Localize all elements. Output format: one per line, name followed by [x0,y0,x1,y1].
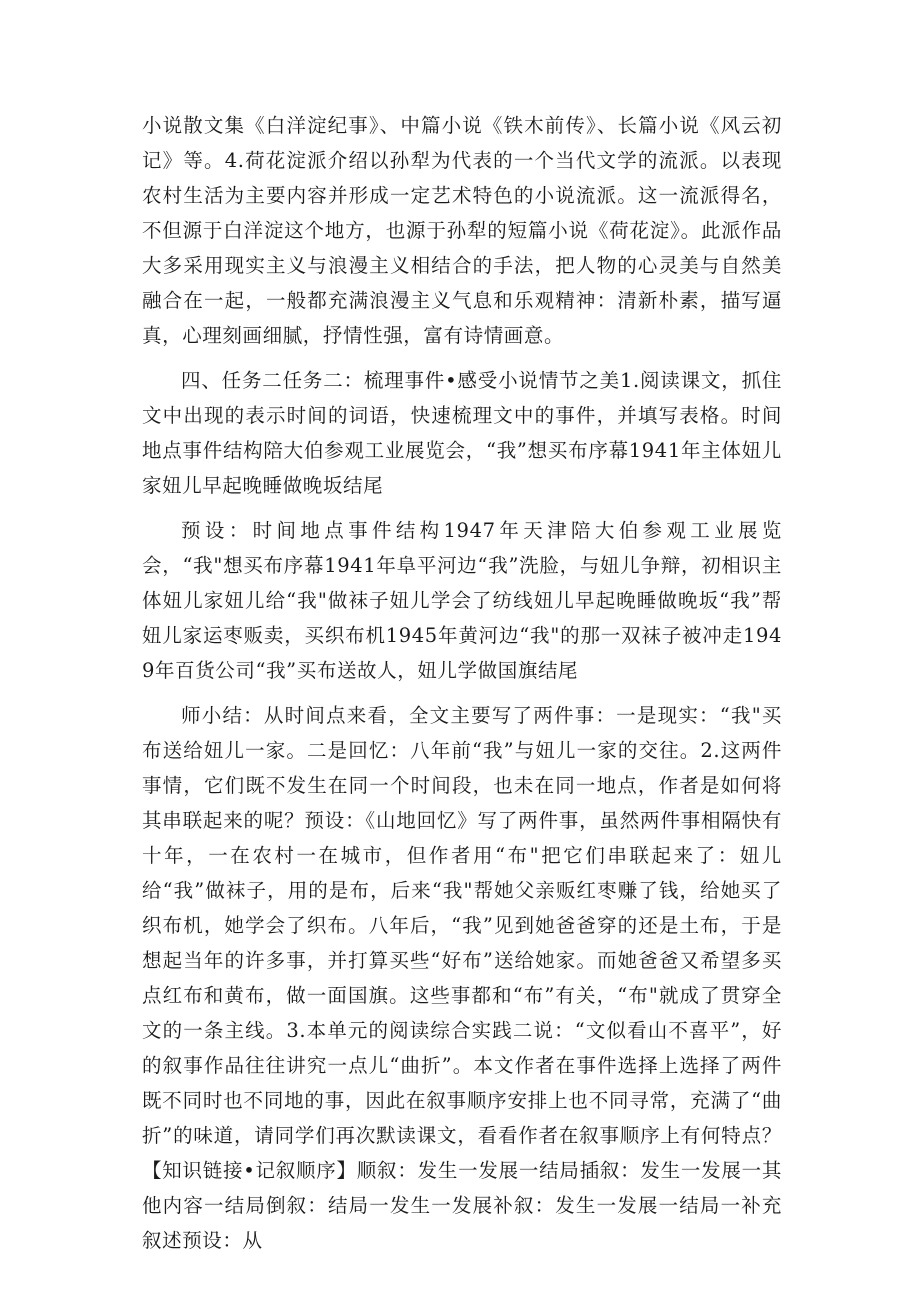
paragraph-lotus-school-intro: 小说散文集《白洋淀纪事》、中篇小说《铁木前传》、长篇小说《风云初记》等。4.荷花淀派介绍以孙犁为代表的一个当代文学的流派。以表现农村生活为主要内容并形成一定艺术特色的小说流派。这一流派得名，不但源于白洋淀这个地方，也源于孙犁的短篇小说《荷花淀》。此派作品大多采用现实主义与浪漫主义相结合的手法，把人物的心灵美与自然美融合在一起，一般都充满浪漫主义气息和乐观精神：清新朴素，描写逼真，心理刻画细腻，抒情性强，富有诗情画意。 [142,114,782,347]
paragraph-teacher-summary: 师小结：从时间点来看，全文主要写了两件事：一是现实：“我"买布送给妞儿一家。二是回忆：八年前“我”与妞儿一家的交往。2.这两件事情，它们既不发生在同一个时间段，也未在同一地点，作者是如何将其串联起来的呢？预设：《山地回忆》写了两件事，虽然两件事相隔快有十年，一在农村一在城市，但作者用“布"把它们串联起来了：妞儿给“我”做袜子，用的是布，后来“我"帮她父亲贩红枣赚了钱，给她买了织布机，她学会了织布。八年后，“我”见到她爸爸穿的还是土布，于是想起当年的许多事，并打算买些“好布”送给她家。而她爸爸又希望多买点红布和黄布，做一面国旗。这些事都和“布”有关，“布"就成了贯穿全文的一条主线。3.本单元的阅读综合实践二说：“文似看山不喜平”，好的叙事作品往往讲究一点儿“曲折”。本文作者在事件选择上选择了两件既不同时也不同地的事，因此在叙事顺序安排上也不同寻常，充满了“曲折”的味道，请同学们再次默读课文，看看作者在叙事顺序上有何特点？【知识链接•记叙顺序】顺叙：发生一发展一结局插叙：发生一发展一其他内容一结局倒叙：结局一发生一发展补叙：发生一发展一结局一补充叙述预设：从 [142,704,782,1252]
paragraph-task-two: 四、任务二任务二：梳理事件•感受小说情节之美1.阅读课文，抓住文中出现的表示时间的词语，快速梳理文中的事件，并填写表格。时间地点事件结构陪大伯参观工业展览会，“我”想买布序幕1941年主体妞儿家妞儿早起晚睡做晚坂结尾 [142,369,782,497]
paragraph-preset-timeline: 预设：时间地点事件结构1947年天津陪大伯参观工业展览会，“我"想买布序幕1941年阜平河边“我”洗脸，与妞儿争辩，初相识主体妞儿家妞儿给“我"做袜子妞儿学会了纺线妞儿早起晚睡做晚坂“我”帮妞儿家运枣贩卖，买织布机1945年黄河边“我"的那一双袜子被冲走1949年百货公司“我”买布送故人，妞儿学做国旗结尾 [142,519,782,682]
document-page [142,108,782,1268]
